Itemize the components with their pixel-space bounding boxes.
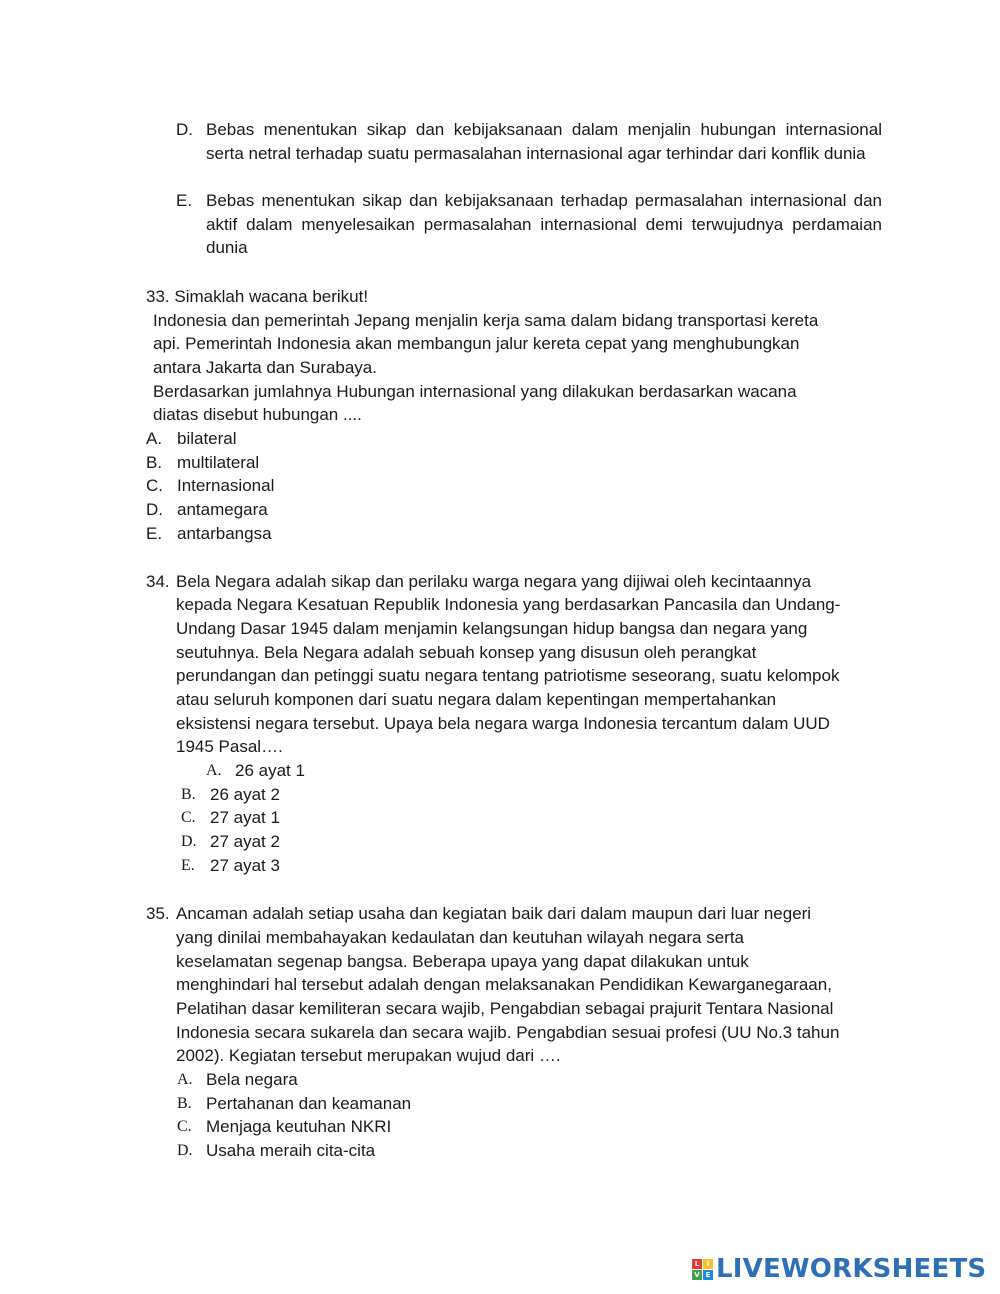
- question-number: 34.: [146, 572, 170, 591]
- option-letter: B.: [177, 1095, 192, 1112]
- question-line: Bela Negara adalah sikap dan perilaku warga negara yang dijiwai oleh kecintaannya: [176, 572, 812, 591]
- question-line: eksistensi negara tersebut. Upaya bela negara warga Indonesia tercantum dalam UUD: [176, 714, 830, 733]
- liveworksheets-logo: [692, 1254, 986, 1284]
- question-line: Pelatihan dasar kemiliteran secara wajib, Pengabdian sebagai prajurit Tentara Nasional: [176, 999, 834, 1018]
- option-text: Usaha meraih cita-cita: [206, 1141, 376, 1160]
- passage-line: antara Jakarta dan Surabaya.: [153, 358, 377, 377]
- question-line: Undang Dasar 1945 dalam menjamin kelangsungan hidup bangsa dan negara yang: [176, 619, 808, 638]
- option-letter: A.: [177, 1071, 193, 1088]
- question-number: 35.: [146, 904, 170, 923]
- option-text: 26 ayat 1: [235, 761, 305, 780]
- question-line: seutuhnya. Bela Negara adalah sebuah konsep yang disusun oleh perangkat: [176, 643, 757, 662]
- option-text: 27 ayat 3: [210, 856, 280, 875]
- passage-line: api. Pemerintah Indonesia akan membangun jalur kereta cepat yang menghubungkan: [153, 334, 800, 353]
- question-line: Indonesia secara sukarela dan secara wajib. Pengabdian sesuai profesi (UU No.3 tahun: [176, 1023, 840, 1042]
- option-text: antamegara: [177, 500, 268, 519]
- option-text: Internasional: [177, 476, 275, 495]
- option-text: Bela negara: [206, 1070, 298, 1089]
- question-heading: 33. Simaklah wacana berikut!: [146, 287, 369, 306]
- option-text: Pertahanan dan keamanan: [206, 1094, 412, 1113]
- question-line: 1945 Pasal….: [176, 737, 283, 756]
- option-letter: C.: [177, 1118, 192, 1135]
- logo-letter: L: [692, 1259, 702, 1269]
- option-letter: C.: [181, 809, 196, 826]
- option-text: Menjaga keutuhan NKRI: [206, 1117, 392, 1136]
- option-letter: D.: [177, 1142, 193, 1159]
- option-letter: A.: [146, 429, 163, 448]
- logo-letter: I: [703, 1259, 713, 1269]
- option-letter: E.: [146, 524, 163, 543]
- option-text: bilateral: [177, 429, 237, 448]
- option-text: multilateral: [177, 453, 260, 472]
- question-line: atau seluruh komponen dari suatu negara dalam kepentingan mempertahankan: [176, 690, 777, 709]
- option-letter: E.: [181, 857, 195, 874]
- logo-letter: E: [703, 1270, 713, 1280]
- logo-mark-icon: [692, 1259, 713, 1280]
- option-letter: B.: [146, 453, 163, 472]
- passage-line: diatas disebut hubungan ....: [153, 405, 362, 424]
- option-text: antarbangsa: [177, 524, 272, 543]
- option-letter: D.: [181, 833, 197, 850]
- question-line: yang dinilai membahayakan kedaulatan dan keutuhan wilayah negara serta: [176, 928, 744, 947]
- option-letter: C.: [146, 476, 163, 495]
- logo-letter: V: [692, 1270, 702, 1280]
- logo-wordmark: LIVEWORKSHEETS: [716, 1254, 987, 1284]
- question-line: Ancaman adalah setiap usaha dan kegiatan baik dari dalam maupun dari luar negeri: [176, 904, 812, 923]
- question-line: kepada Negara Kesatuan Republik Indonesia yang berdasarkan Pancasila dan Undang-: [176, 595, 841, 614]
- option-text: 27 ayat 1: [210, 808, 280, 827]
- question-line: 2002). Kegiatan tersebut merupakan wujud dari ….: [176, 1046, 561, 1065]
- question-line: menghindari hal tersebut adalah dengan melaksanakan Pendidikan Kewarganegaraan,: [176, 975, 832, 994]
- passage-line: Indonesia dan pemerintah Jepang menjalin kerja sama dalam bidang transportasi kereta: [153, 311, 819, 330]
- question-line: perundangan dan petinggi suatu negara tentang patriotisme seseorang, suatu kelompok: [176, 666, 840, 685]
- option-letter: D.: [146, 500, 163, 519]
- passage-line: Berdasarkan jumlahnya Hubungan internasional yang dilakukan berdasarkan wacana: [153, 382, 797, 401]
- option-text: 27 ayat 2: [210, 832, 280, 851]
- option-text: 26 ayat 2: [210, 785, 280, 804]
- option-text: Bebas menentukan sikap dan kebijaksanaan terhadap permasalahan internasional dan aktif dalam menyelesaikan permasalahan internasional demi terwujudnya perdamaian dunia: [206, 191, 882, 258]
- option-letter: A.: [206, 762, 222, 779]
- option-text: Bebas menentukan sikap dan kebijaksanaan dalam menjalin hubungan internasional serta netral terhadap suatu permasalahan internasional agar terhindar dari konflik dunia: [206, 120, 882, 163]
- option-letter: B.: [181, 786, 196, 803]
- option-letter: E.: [176, 191, 193, 210]
- option-letter: D.: [176, 120, 193, 139]
- question-line: keselamatan segenap bangsa. Beberapa upaya yang dapat dilakukan untuk: [176, 952, 749, 971]
